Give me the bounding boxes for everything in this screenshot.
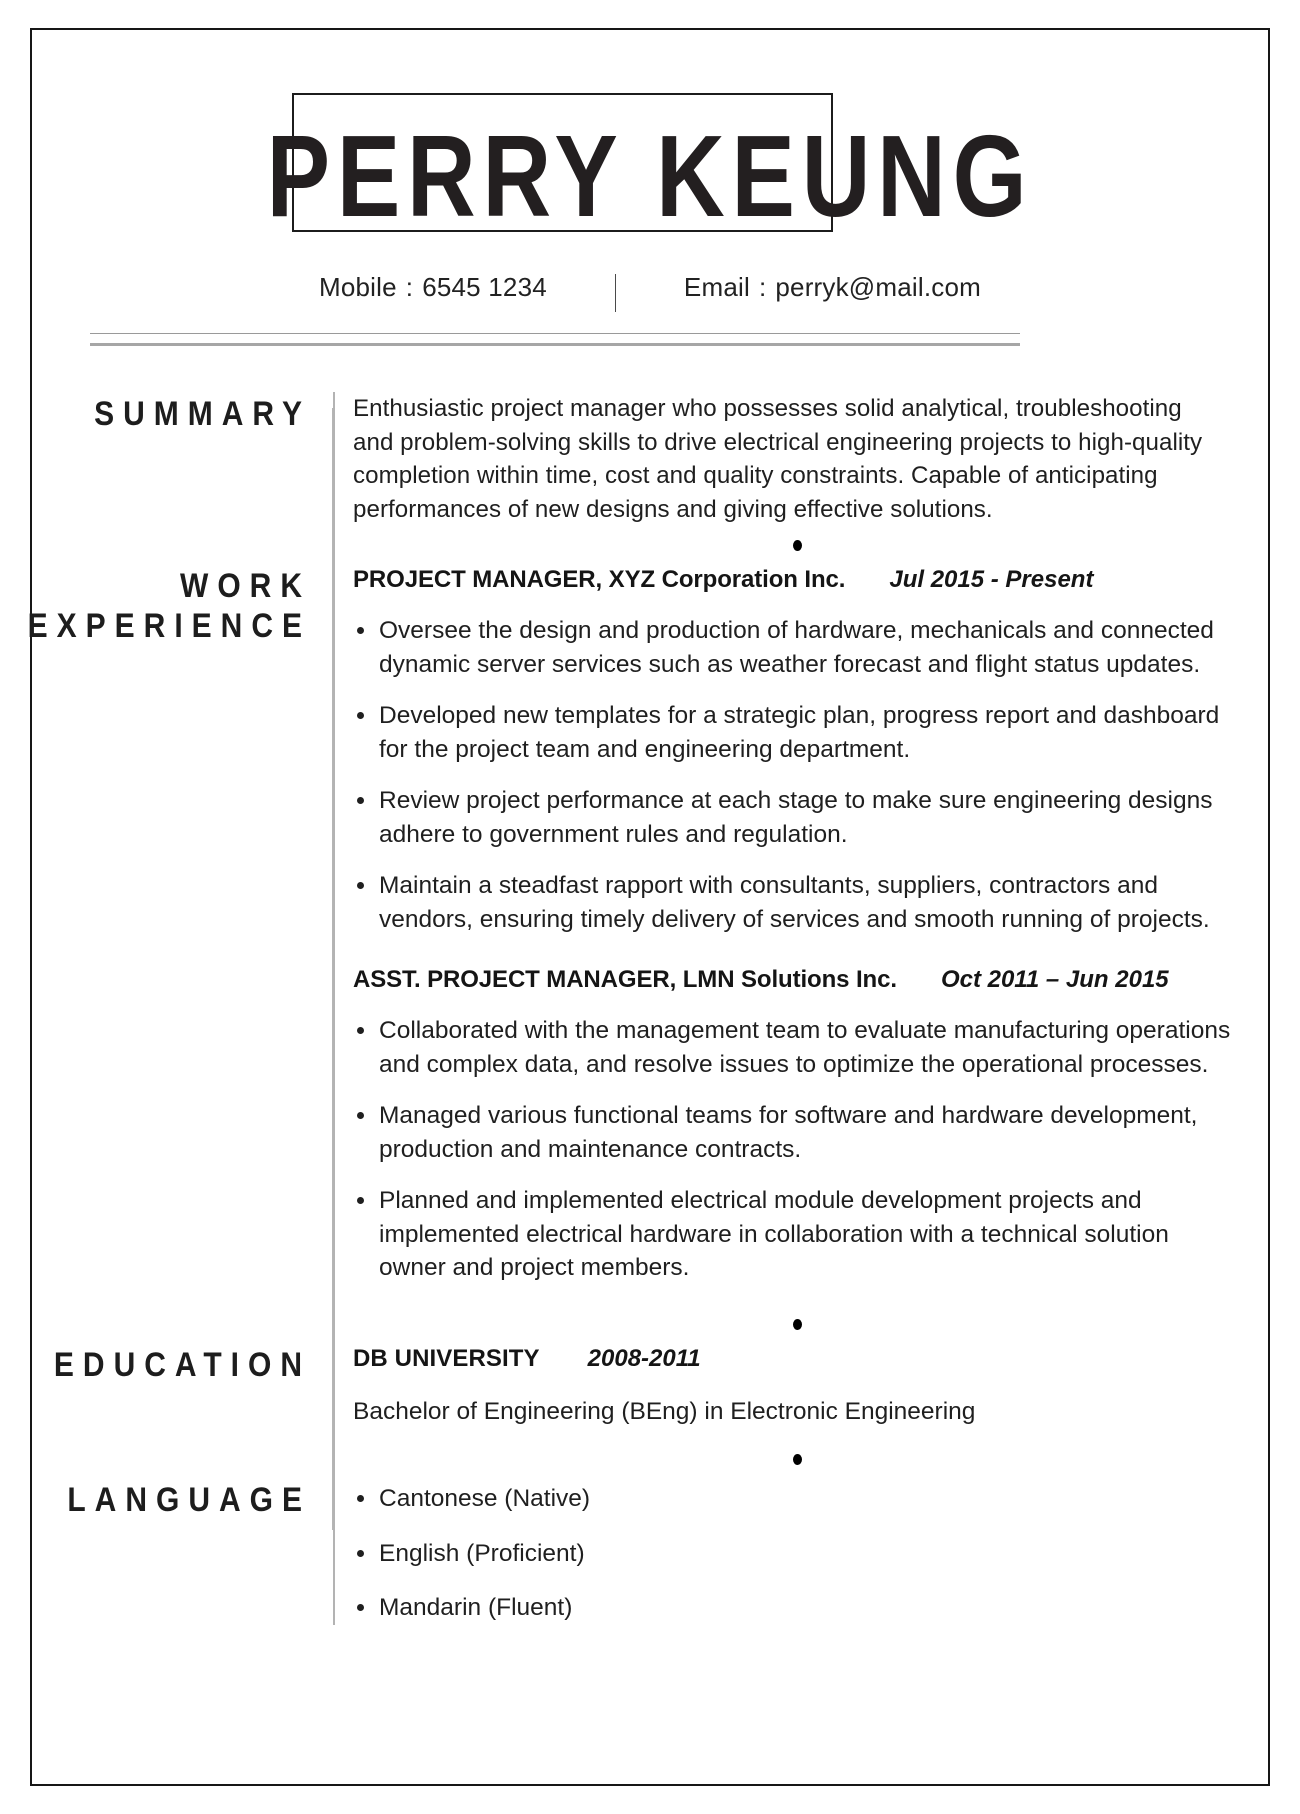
job-dates: Jul 2015 - Present xyxy=(889,566,1094,593)
job-dates: Oct 2011 – Jun 2015 xyxy=(940,966,1169,993)
list-item: Cantonese (Native) xyxy=(353,1482,1240,1516)
contact-mobile-value: 6545 1234 xyxy=(422,272,547,302)
language-list xyxy=(353,1482,1240,1625)
list-item: Planned and implemented electrical module development projects and implemented electrical hardware in collaboration with a technical solution owner and project members. xyxy=(353,1184,1240,1285)
job-header xyxy=(353,564,1240,596)
job-bullet-list xyxy=(353,614,1240,936)
contact-mobile-label: Mobile xyxy=(318,272,397,302)
page-title: PERRY KEUNG xyxy=(266,110,1034,241)
list-item: Review project performance at each stage to make sure engineering designs adhere to government rules and regulation. xyxy=(353,784,1240,851)
job-bullet-list xyxy=(353,1014,1240,1285)
section-separator-dot xyxy=(353,1440,1240,1478)
header-rule-thick xyxy=(90,343,1020,346)
contact-divider xyxy=(615,274,616,312)
section-title-education: EDUCATION xyxy=(53,1345,311,1384)
education-years: 2008-2011 xyxy=(587,1344,701,1372)
section-title-work-line1: WORK xyxy=(180,567,311,606)
list-item: Developed new templates for a strategic plan, progress report and dashboard for the project team and engineering department. xyxy=(353,699,1240,766)
contact-row xyxy=(0,268,1300,306)
resume-body xyxy=(0,392,1300,1625)
section-language-content xyxy=(333,1478,1300,1625)
list-item: Maintain a steadfast rapport with consultants, suppliers, contractors and vendors, ensuring timely delivery of services and smooth running of projects. xyxy=(353,869,1240,936)
contact-email xyxy=(684,270,981,304)
section-language xyxy=(0,1478,1300,1625)
section-summary-content xyxy=(333,392,1300,564)
section-education-content xyxy=(333,1343,1300,1479)
section-separator-dot xyxy=(353,1305,1240,1343)
section-title-summary: SUMMARY xyxy=(94,395,311,434)
job-title: ASST. PROJECT MANAGER, LMN Solutions Inc. xyxy=(353,966,897,993)
section-summary-label-col xyxy=(0,392,333,432)
job-title: PROJECT MANAGER, XYZ Corporation Inc. xyxy=(353,566,846,593)
education-header xyxy=(353,1343,1240,1375)
section-title-work-line2: EXPERIENCE xyxy=(27,607,311,646)
list-item: Oversee the design and production of hardware, mechanicals and connected dynamic server services such as weather forecast and flight status updates. xyxy=(353,614,1240,681)
section-education-label-col xyxy=(0,1343,333,1383)
section-education xyxy=(0,1343,1300,1479)
contact-email-label: Email xyxy=(683,272,750,302)
section-title-language: LANGUAGE xyxy=(67,1481,311,1520)
contact-email-value: perryk@mail.com xyxy=(775,272,982,302)
education-degree: Bachelor of Engineering (BEng) in Electronic Engineering xyxy=(353,1397,976,1425)
job-header xyxy=(353,964,1240,996)
list-item: English (Proficient) xyxy=(353,1537,1240,1571)
contact-mobile xyxy=(319,270,547,304)
list-item: Mandarin (Fluent) xyxy=(353,1591,1240,1625)
section-separator-dot xyxy=(353,526,1240,564)
header-double-rule xyxy=(90,333,1020,346)
list-item: Managed various functional teams for software and hardware development, production and maintenance contracts. xyxy=(353,1099,1240,1166)
section-work-experience xyxy=(0,564,1300,1343)
section-summary xyxy=(0,392,1300,564)
contact-email-colon: : xyxy=(758,272,767,302)
list-item: Collaborated with the management team to evaluate manufacturing operations and complex data, and resolve issues to optimize the operational processes. xyxy=(353,1014,1240,1081)
contact-mobile-colon: : xyxy=(405,272,414,302)
education-school: DB UNIVERSITY xyxy=(353,1344,540,1372)
section-work-label-col xyxy=(0,564,333,644)
section-language-label-col xyxy=(0,1478,333,1518)
summary-text: Enthusiastic project manager who possesses solid analytical, troubleshooting and problem-solving skills to drive electrical engineering projects to high-quality completion within time, cost and quality constraints. Capable of anticipating performances of new designs and giving effective solutions. xyxy=(353,395,1203,523)
section-work-content xyxy=(333,564,1300,1343)
